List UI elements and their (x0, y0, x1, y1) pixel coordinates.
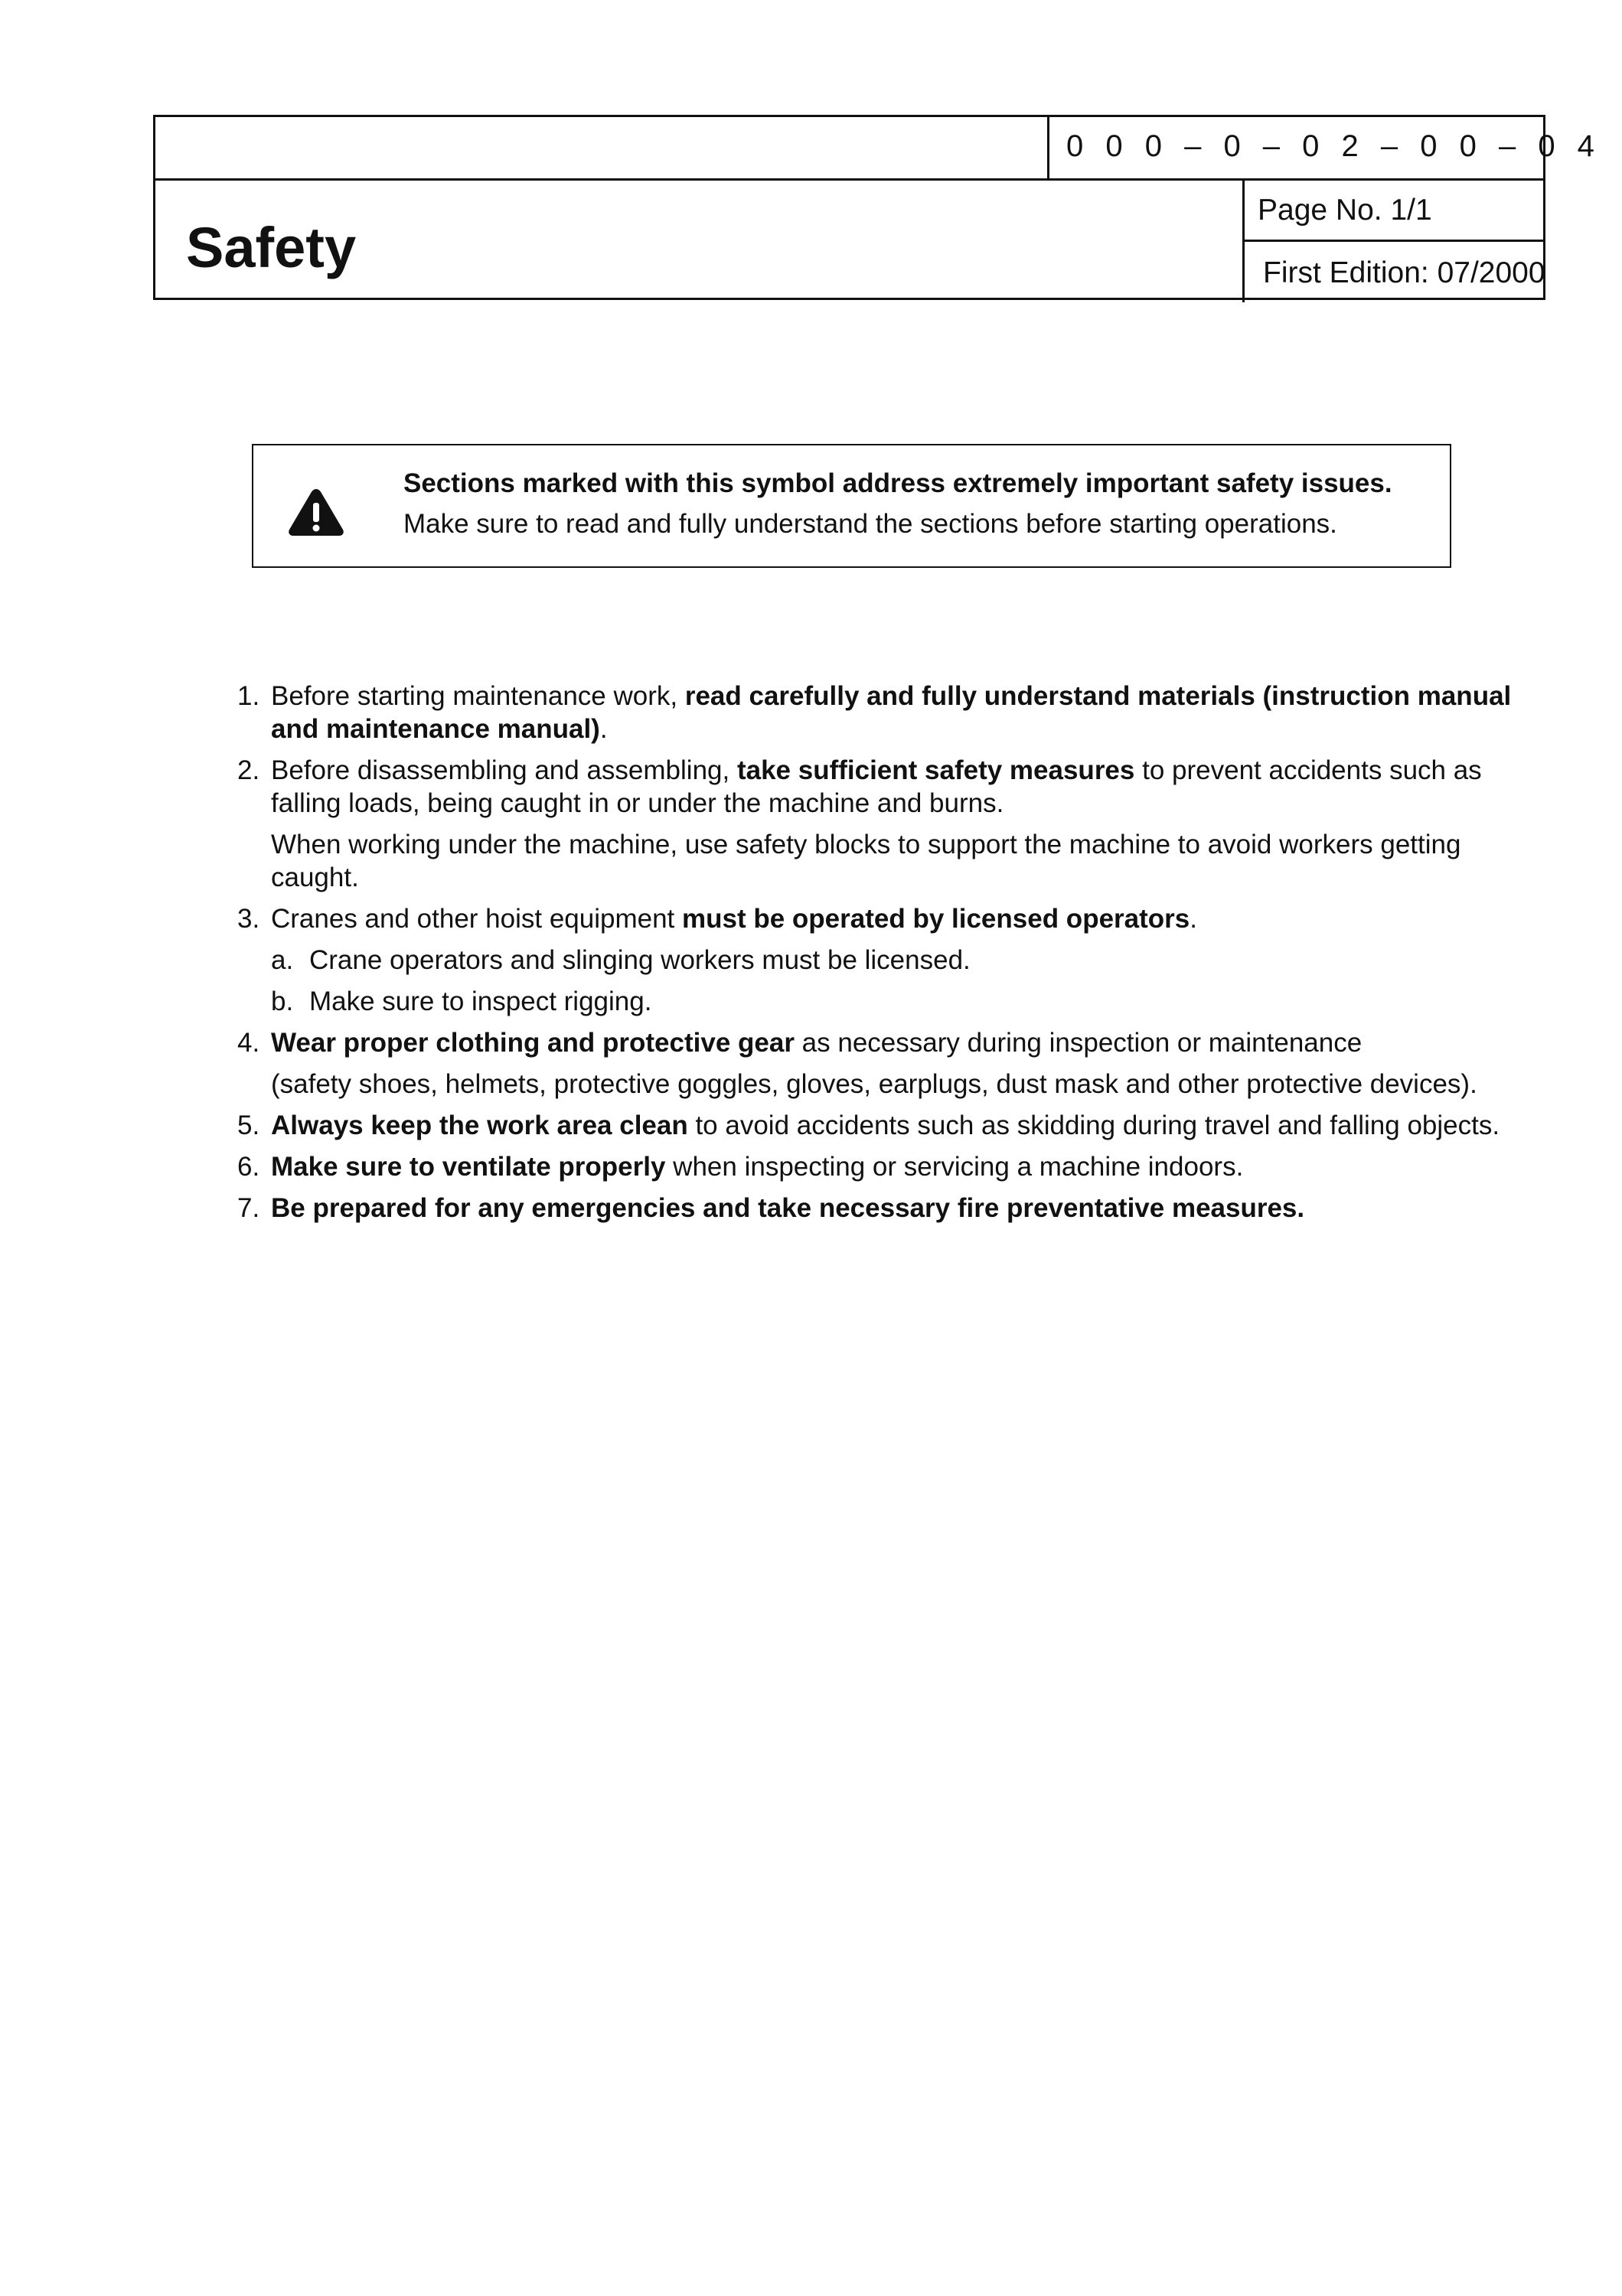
list-item (237, 1192, 1554, 1225)
document-code: 0 0 0 – 0 – 0 2 – 0 0 – 0 4 (1066, 129, 1601, 163)
safety-rules-list (237, 680, 1554, 1233)
item-number: 4. (237, 1028, 260, 1058)
list-item (237, 1026, 1554, 1101)
item-text: when inspecting or servicing a machine indoors. (665, 1152, 1244, 1182)
item-text: Before starting maintenance work, (271, 681, 685, 711)
item-number: 1. (237, 681, 260, 711)
item-emphasis: Be prepared for any emergencies and take necessary fire preventative measures. (271, 1193, 1305, 1223)
item-emphasis: Make sure to ventilate properly (271, 1152, 666, 1182)
item-emphasis: take sufficient safety measures (736, 755, 1135, 785)
item-emphasis: must be operated by licensed operators (682, 904, 1190, 934)
item-number: 3. (237, 904, 260, 934)
sub-item-letter: a. (271, 945, 294, 975)
list-item (237, 902, 1554, 1018)
header-divider (155, 178, 1543, 181)
sub-item-text: Crane operators and slinging workers must be licensed. (309, 945, 971, 975)
sub-item (271, 985, 1554, 1018)
edition-date: First Edition: 07/2000 (1263, 256, 1545, 289)
item-text: . (1190, 904, 1197, 934)
item-number: 5. (237, 1110, 260, 1140)
item-emphasis: Wear proper clothing and protective gear (271, 1028, 795, 1058)
sub-item (271, 944, 1554, 977)
item-note: (safety shoes, helmets, protective goggles, gloves, earplugs, dust mask and other protective devices). (271, 1069, 1477, 1099)
item-emphasis: read carefully and fully understand materials (instruction manual and maintenance manual) (271, 681, 1512, 744)
list-item (237, 1150, 1554, 1183)
page-title: Safety (186, 216, 357, 279)
header-divider (1242, 240, 1543, 242)
item-number: 7. (237, 1193, 260, 1223)
warning-triangle-icon (287, 487, 345, 537)
item-emphasis: Always keep the work area clean (271, 1110, 688, 1140)
document-header (153, 115, 1601, 300)
sub-item-letter: b. (271, 987, 294, 1016)
list-item (237, 1109, 1554, 1142)
item-note: When working under the machine, use safety blocks to support the machine to avoid workers getting caught. (271, 830, 1461, 892)
item-text: . (599, 714, 608, 744)
item-number: 6. (237, 1152, 260, 1182)
item-text: as necessary during inspection or maintenance (794, 1028, 1363, 1058)
sub-item-text: Make sure to inspect rigging. (309, 987, 652, 1016)
item-text: Cranes and other hoist equipment (271, 904, 682, 934)
warning-text: Make sure to read and fully understand the sections before starting operations. (403, 509, 1337, 539)
list-item (237, 680, 1554, 745)
page-number: Page No. 1/1 (1258, 194, 1432, 227)
item-number: 2. (237, 755, 260, 785)
header-divider (1047, 117, 1049, 178)
list-item (237, 754, 1554, 894)
item-text: to prevent accidents such as falling loads, being caught in or under the machine and burns. (271, 755, 1482, 818)
warning-heading: Sections marked with this symbol address extremely important safety issues. (403, 468, 1392, 498)
item-text: Before disassembling and assembling, (271, 755, 737, 785)
item-text: to avoid accidents such as skidding during travel and falling objects. (687, 1110, 1500, 1140)
safety-warning-box (252, 444, 1451, 568)
